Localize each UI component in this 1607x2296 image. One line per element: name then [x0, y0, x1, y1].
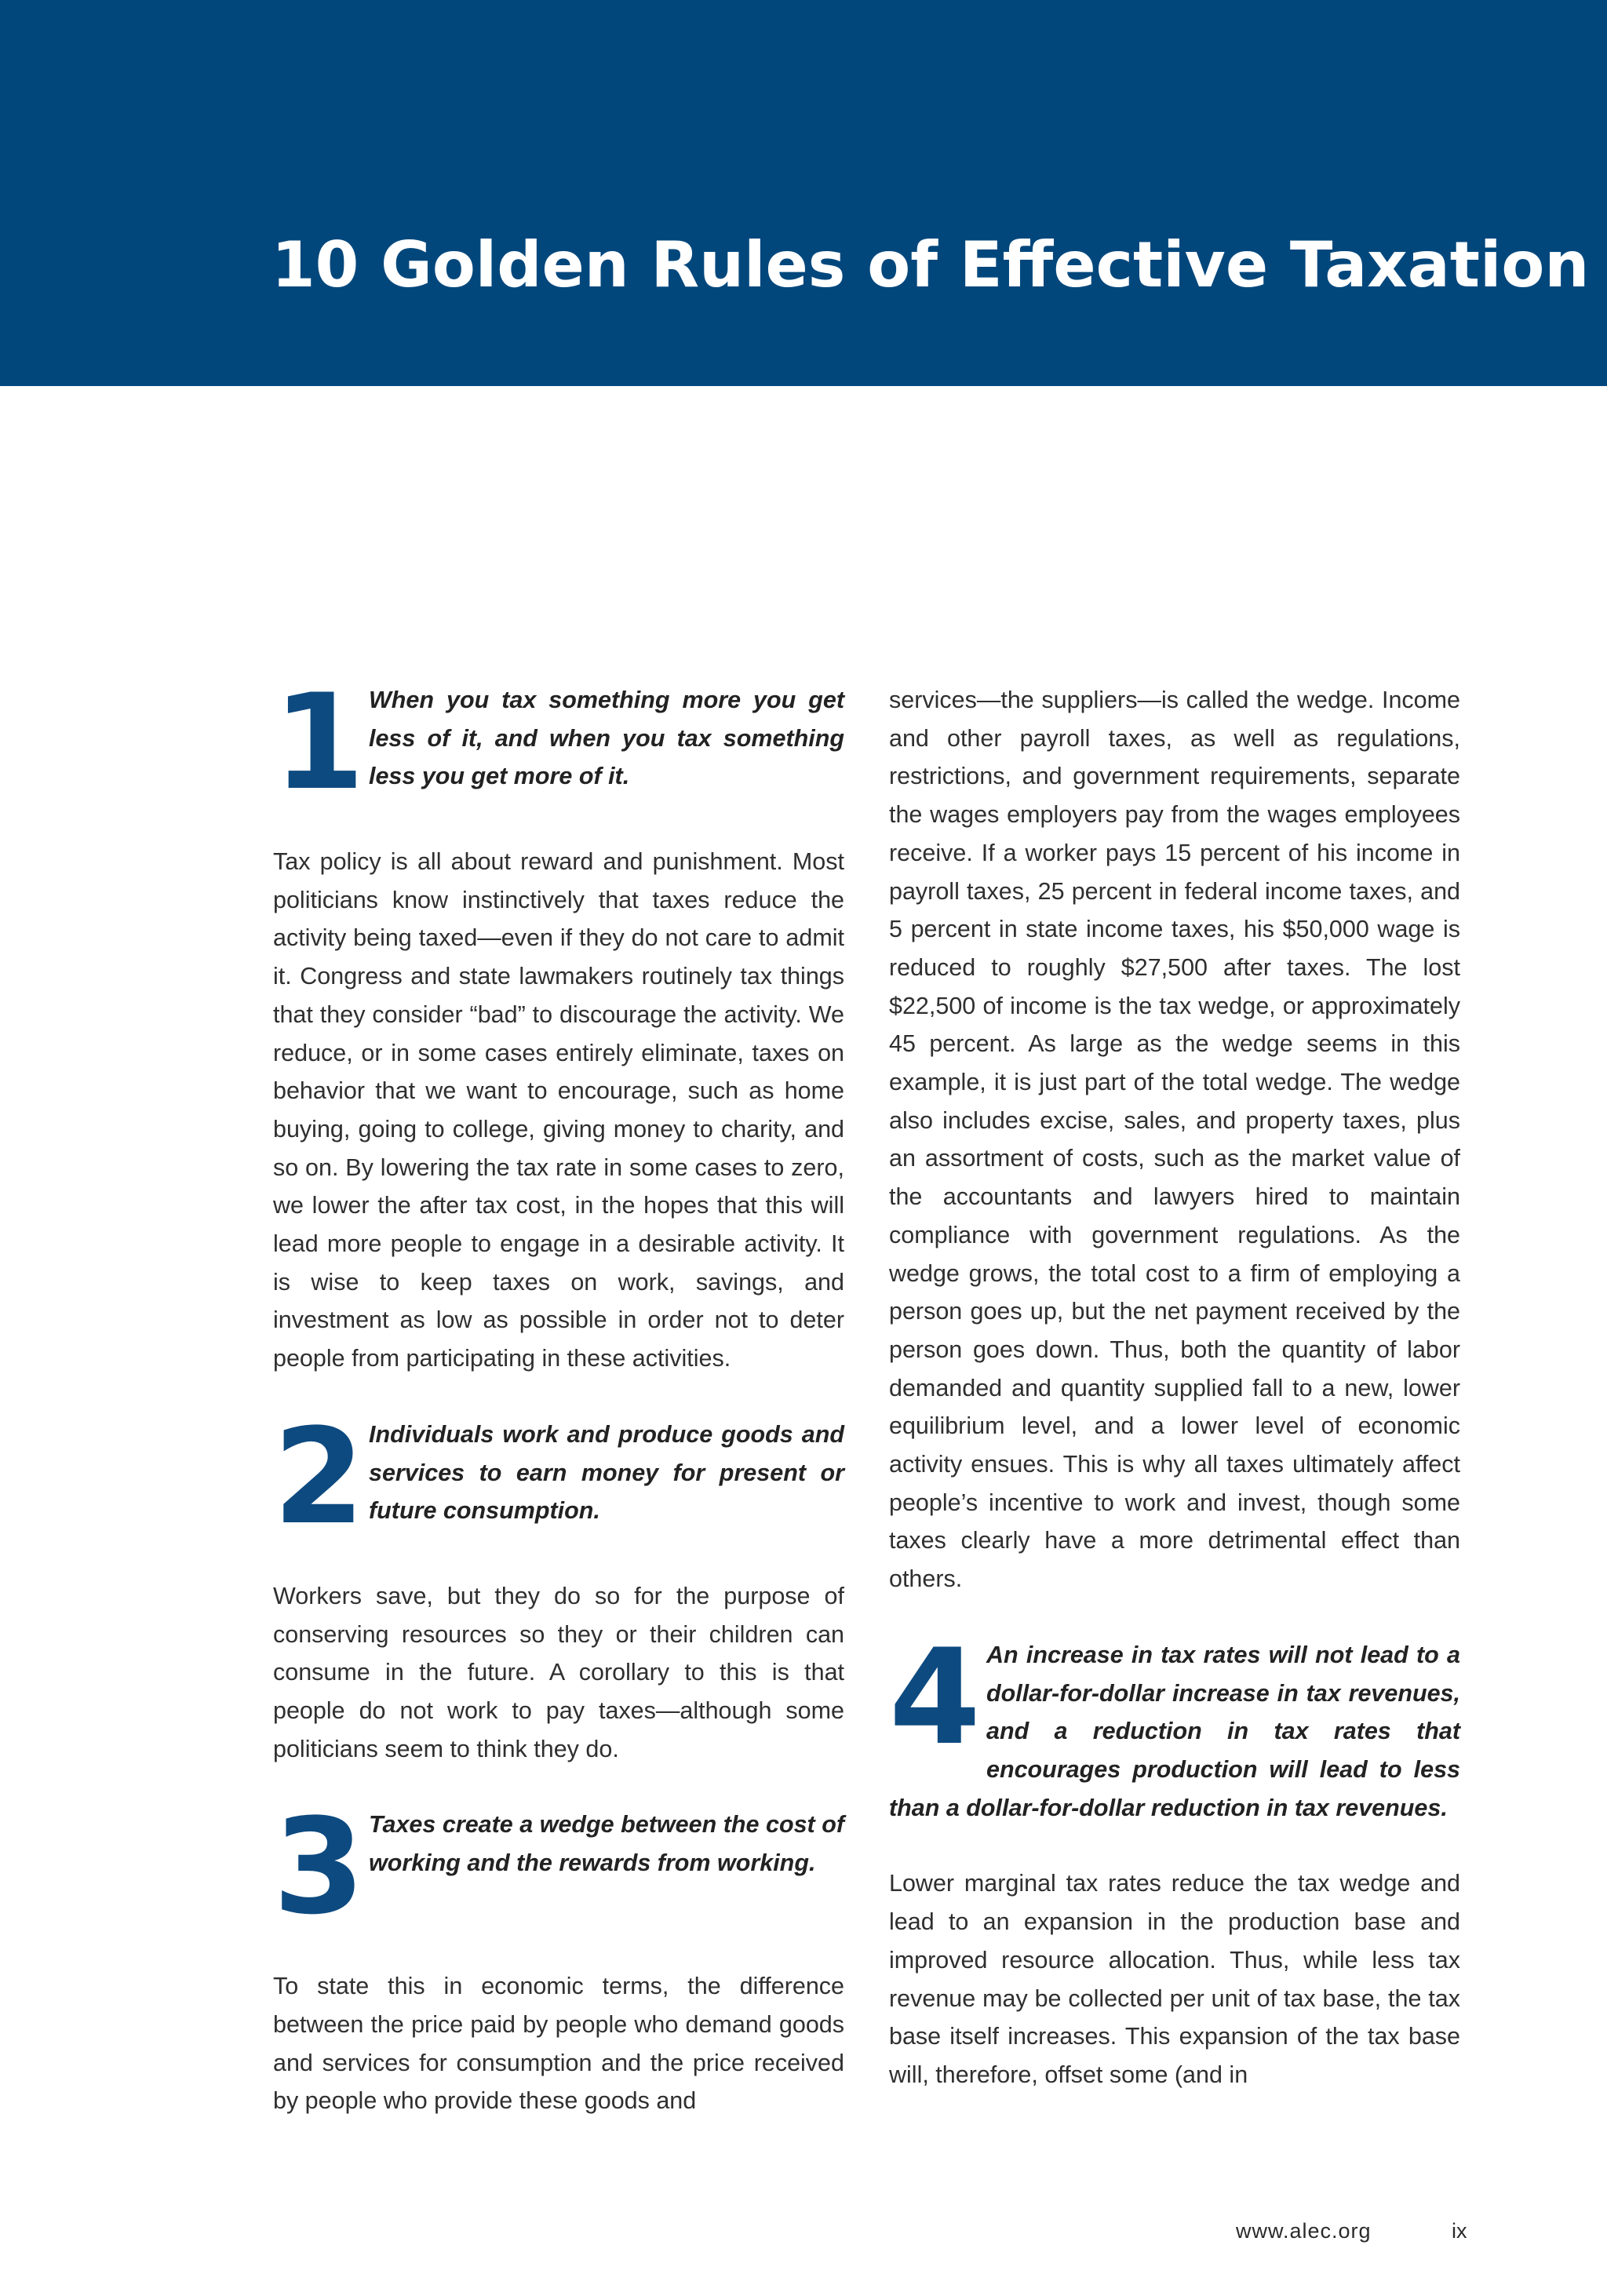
left-column — [273, 665, 844, 2158]
header-banner — [0, 0, 1607, 386]
rule-statement: Taxes create a wedge between the cost of working and the rewards from working. — [369, 1811, 844, 1877]
rule-number: 3 — [273, 1790, 365, 1944]
rule-4 — [889, 1620, 1460, 1828]
rule-body-continued: services—the suppliers—is called the wedge. Income and other payroll taxes, as well as regulations, restrictions, and government requirements, separate the wages employers pay from the wages employees receive. If a worker pays 15 percent of his income in payroll taxes, 25 percent in federal income taxes, and 5 percent in state income taxes, his $50,000 wage is reduced to roughly $27,500 after taxes. The lost $22,500 of income is the tax wedge, or approximately 45 percent. As large as the wedge seems in this example, it is just part of the total wedge. The wedge also includes excise, sales, and property taxes, plus an assortment of costs, such as the market value of the accountants and lawyers hired to maintain compliance with government regulations. As the wedge grows, the total cost to a firm of employing a person goes up, but the net payment received by the person goes down. Thus, both the quantity of labor demanded and quantity supplied fall to a new, lower equilibrium level, and a lower level of economic activity ensues. This is why all taxes ultimately affect people’s incentive to work and invest, though some taxes clearly have a more detrimental effect than others. — [889, 687, 1460, 1593]
rule-2 — [273, 1399, 844, 1554]
rule-number: 4 — [889, 1620, 981, 1774]
rule-statement: An increase in tax rates will not lead to a dollar-for-dollar increase in tax revenues, and a reduction in tax rates that encourages production will lead to less than a dollar-for-dollar reduction in tax revenues. — [889, 1641, 1460, 1821]
rule-1 — [273, 665, 844, 819]
rule-body: Lower marginal tax rates reduce the tax wedge and lead to an expansion in the production base and improved resource allocation. Thus, while less tax revenue may be collected per unit of tax base, the tax base itself increases. This expansion of the tax base will, therefore, offset some (and in — [889, 1870, 1460, 2088]
page-number: ix — [1452, 2219, 1467, 2243]
rule-number: 2 — [273, 1399, 365, 1554]
rule-body: Workers save, but they do so for the purpose of conserving resources so they or their children can consume in the future. A corollary to this is that people do not work to pay taxes—although some politicians seem to think they do. — [273, 1582, 844, 1762]
rule-body: To state this in economic terms, the difference between the price paid by people who demand goods and services for consumption and the price received by people who provide these goods and — [273, 1973, 844, 2115]
rule-statement: When you tax something more you get less of it, and when you tax something less you get more of it. — [369, 687, 844, 790]
footer-url: www.alec.org — [1236, 2219, 1372, 2243]
rule-3 — [273, 1790, 844, 1944]
rule-number: 1 — [273, 665, 365, 819]
page-title: 10 Golden Rules of Effective Taxation — [271, 228, 1590, 301]
rule-body: Tax policy is all about reward and punishment. Most politicians know instinctively that taxes reduce the activity being taxed—even if they do not care to admit it. Congress and state lawmakers routinely tax things that they consider “bad” to discourage the activity. We reduce, or in some cases entirely eliminate, taxes on behavior that we want to encourage, such as home buying, going to college, giving money to charity, and so on. By lowering the tax rate in some cases to zero, we lower the after tax cost, in the hopes that this will lead more people to engage in a desirable activity. It is wise to keep taxes on work, savings, and investment as low as possible in order not to deter people from participating in these activities. — [273, 848, 844, 1372]
rule-statement: Individuals work and produce goods and services to earn money for present or future consumption. — [369, 1420, 844, 1525]
right-column — [889, 681, 1460, 2132]
